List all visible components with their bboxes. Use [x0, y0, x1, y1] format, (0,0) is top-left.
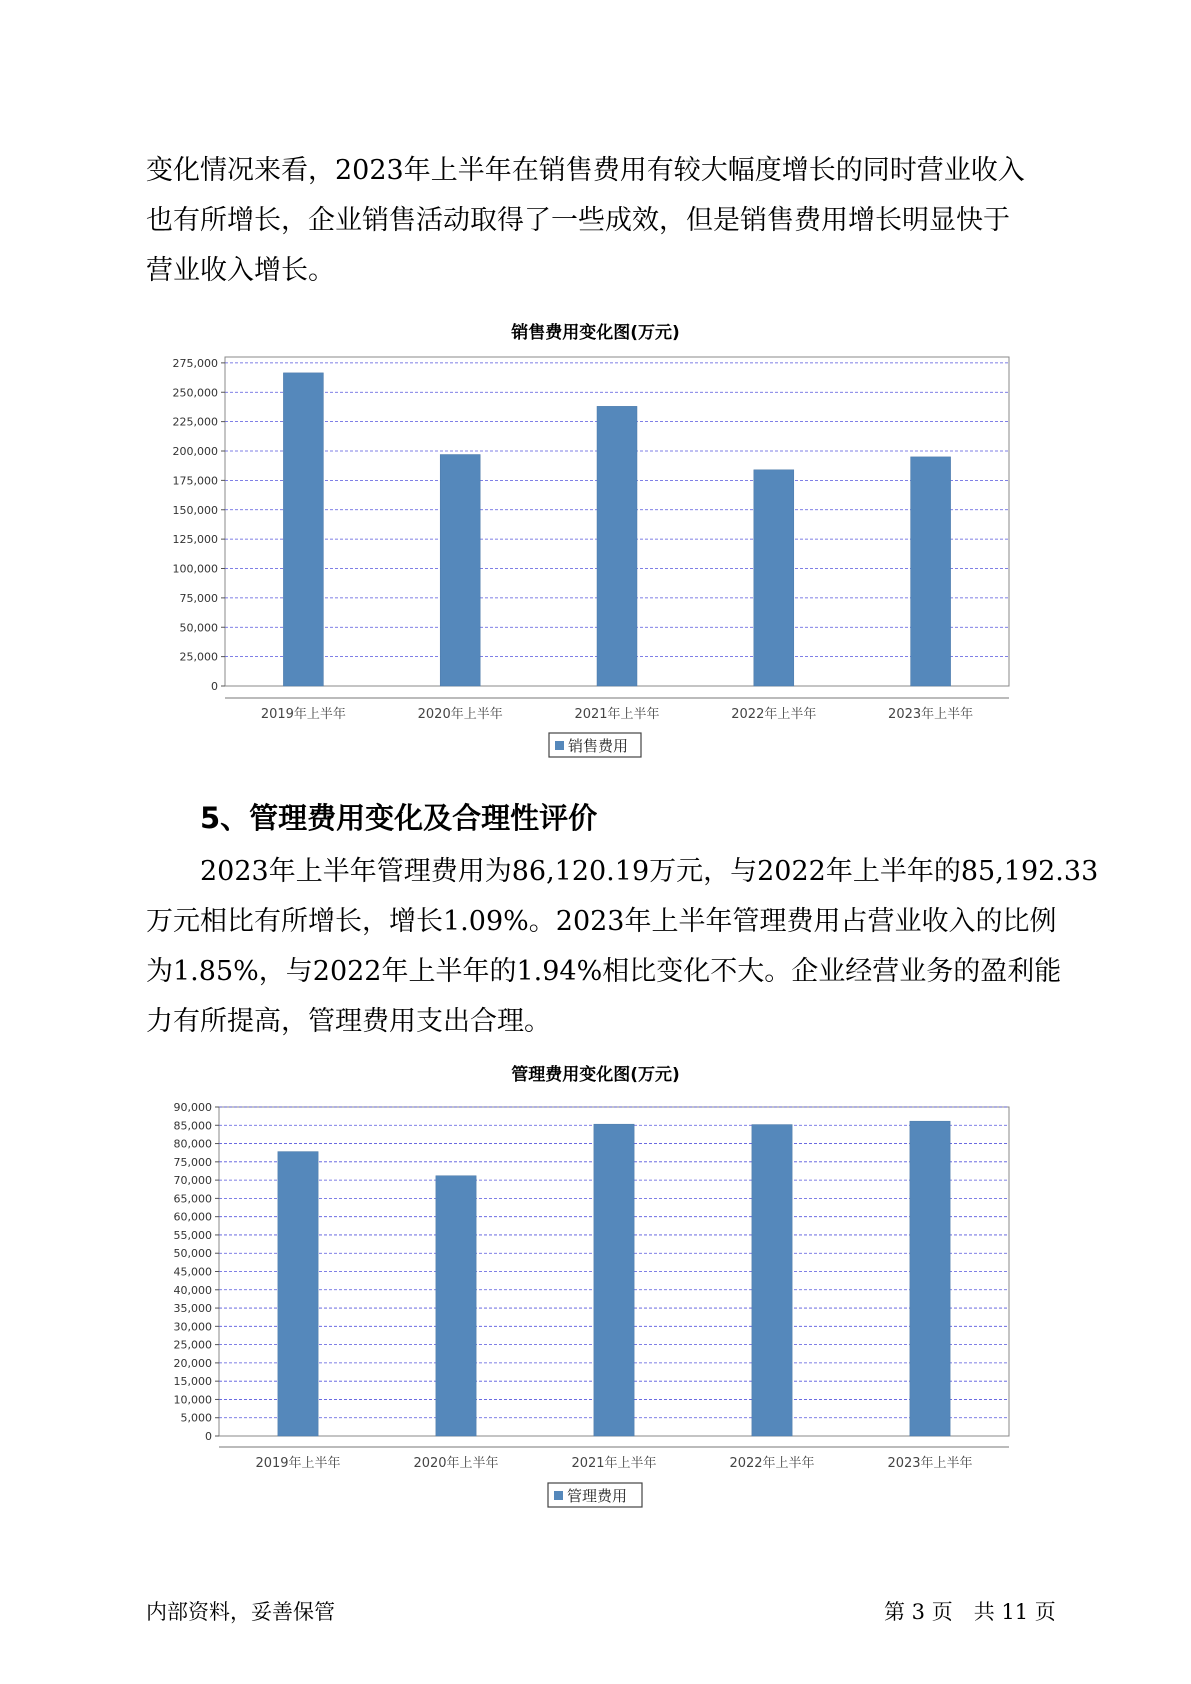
legend-label: 销售费用 — [568, 737, 629, 755]
section-paragraph — [146, 847, 1099, 1047]
y-tick-label: 100,000 — [172, 562, 218, 576]
x-category-label: 2023年上半年 — [887, 1456, 973, 1471]
text-line: 也有所增长，企业销售活动取得了一些成效，但是销售费用增长明显快于 — [146, 205, 1010, 236]
x-category-label: 2019年上半年 — [260, 707, 346, 722]
y-tick-label: 15,000 — [173, 1375, 212, 1389]
legend-label: 管理费用 — [567, 1487, 628, 1505]
y-tick-label: 80,000 — [173, 1137, 212, 1151]
y-tick-label: 75,000 — [179, 591, 218, 605]
y-tick-label: 10,000 — [173, 1393, 212, 1407]
text-line: 2023年上半年管理费用为86,120.19万元，与2022年上半年的85,192.33 — [146, 856, 1099, 887]
x-category-label: 2020年上半年 — [413, 1456, 499, 1471]
y-tick-label: 200,000 — [172, 445, 218, 458]
y-tick-label: 5,000 — [180, 1411, 212, 1425]
x-category-label: 2023年上半年 — [888, 707, 974, 722]
text-line: 变化情况来看，2023年上半年在销售费用有较大幅度增长的同时营业收入 — [146, 155, 1025, 186]
footer-left: 内部资料，妥善保管 — [146, 1600, 335, 1624]
x-category-label: 2022年上半年 — [729, 1456, 815, 1471]
y-tick-label: 50,000 — [173, 1247, 212, 1261]
y-tick-label: 25,000 — [179, 650, 218, 664]
text-line: 营业收入增长。 — [146, 255, 335, 286]
y-tick-label: 75,000 — [173, 1155, 212, 1169]
legend-swatch — [554, 1491, 563, 1500]
admin-expense-chart — [0, 1090, 1191, 1540]
bar — [752, 1125, 792, 1436]
y-tick-label: 30,000 — [173, 1320, 212, 1334]
intro-paragraph — [146, 146, 1066, 296]
y-tick-label: 55,000 — [173, 1228, 212, 1242]
y-tick-label: 225,000 — [172, 415, 218, 429]
bar — [910, 1121, 950, 1436]
legend-swatch — [555, 741, 564, 750]
y-tick-label: 20,000 — [173, 1356, 212, 1370]
bar — [436, 1176, 476, 1436]
x-category-label: 2020年上半年 — [417, 707, 503, 722]
footer-page-number: 第 3 页 共 11 页 — [884, 1600, 1056, 1624]
bar — [283, 373, 323, 686]
y-tick-label: 275,000 — [172, 356, 218, 370]
chart-title: 管理费用变化图(万元) — [511, 1065, 680, 1085]
y-tick-label: 65,000 — [173, 1192, 212, 1206]
y-tick-label: 90,000 — [173, 1101, 212, 1114]
y-tick-label: 150,000 — [172, 503, 218, 517]
chart-title: 销售费用变化图(万元) — [511, 323, 680, 343]
y-tick-label: 0 — [205, 1430, 212, 1443]
section-heading: 5、管理费用变化及合理性评价 — [200, 801, 598, 835]
text-line: 万元相比有所增长，增长1.09%。2023年上半年管理费用占营业收入的比例 — [146, 906, 1057, 937]
bar — [754, 470, 794, 686]
sales-expense-chart — [0, 350, 1191, 790]
bar — [911, 457, 951, 686]
bar — [594, 1124, 634, 1436]
y-tick-label: 40,000 — [173, 1283, 212, 1297]
y-tick-label: 35,000 — [173, 1302, 212, 1316]
y-tick-label: 250,000 — [172, 386, 218, 400]
y-tick-label: 45,000 — [173, 1265, 212, 1279]
y-tick-label: 175,000 — [172, 474, 218, 488]
text-line: 为1.85%，与2022年上半年的1.94%相比变化不大。企业经营业务的盈利能 — [146, 956, 1062, 987]
x-category-label: 2019年上半年 — [255, 1456, 341, 1471]
x-category-label: 2021年上半年 — [574, 707, 660, 722]
y-tick-label: 0 — [211, 680, 218, 693]
bar — [440, 455, 480, 686]
y-tick-label: 85,000 — [173, 1119, 212, 1133]
text-line: 力有所提高，管理费用支出合理。 — [146, 1006, 551, 1037]
bar — [278, 1152, 318, 1436]
y-tick-label: 25,000 — [173, 1338, 212, 1352]
y-tick-label: 70,000 — [173, 1174, 212, 1188]
y-tick-label: 125,000 — [172, 533, 218, 547]
bar — [597, 406, 637, 686]
y-tick-label: 50,000 — [179, 621, 218, 635]
x-category-label: 2021年上半年 — [571, 1456, 657, 1471]
x-category-label: 2022年上半年 — [731, 707, 817, 722]
y-tick-label: 60,000 — [173, 1210, 212, 1224]
